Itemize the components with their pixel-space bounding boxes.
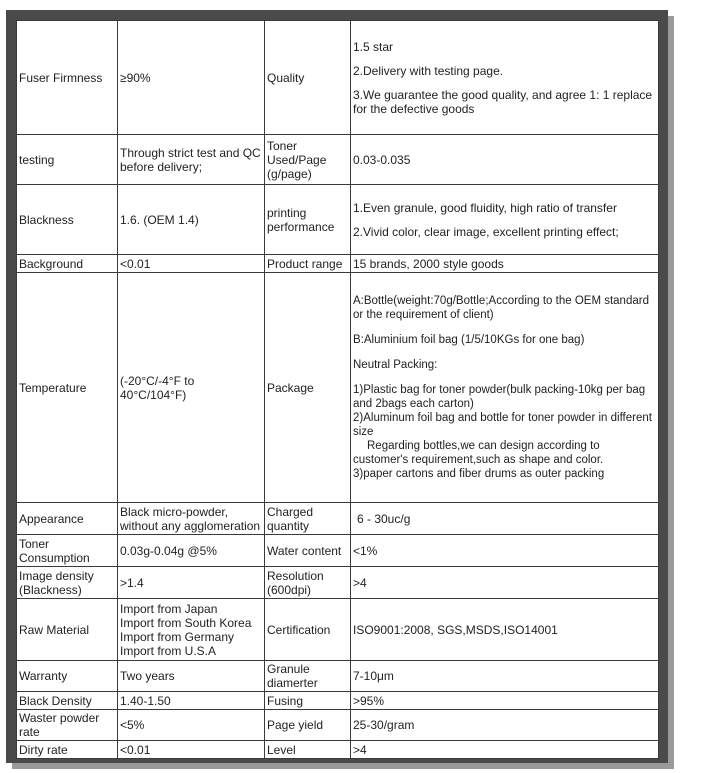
import-line: Import from South Korea [120,615,252,630]
spec-value: <5% [118,710,265,741]
spec-label: Level [265,741,351,759]
spec-value: (-20°C/-4°F to 40°C/104°F) [118,273,265,503]
spec-value: <0.01 [118,255,265,273]
spec-value: 25-30/gram [351,710,659,741]
spec-value: >1.4 [118,567,265,599]
spec-label: Blackness [17,185,118,255]
spec-label: Raw Material [17,599,118,661]
spec-label: Black Density [17,692,118,710]
performance-line: 2.Vivid color, clear image, excellent printing effect; [353,224,619,239]
spec-value: ISO9001:2008, SGS,MSDS,ISO14001 [351,599,659,661]
spec-label: Certification [265,599,351,661]
spec-value: <1% [351,535,659,567]
spec-value: 1.6. (OEM 1.4) [118,185,265,255]
table-row [17,567,659,599]
table-row [17,273,659,503]
spec-value: Two years [118,661,265,692]
table-row [17,741,659,759]
table-row [17,135,659,185]
import-line: Import from Japan [120,601,218,616]
spec-label: Resolution (600dpi) [265,567,351,599]
spec-value: 0.03-0.035 [351,135,659,185]
performance-line: 1.Even granule, good fluidity, high ratio of transfer [353,200,617,215]
spec-label: Granule diamerter [265,661,351,692]
table-row [17,503,659,535]
spec-value-list [351,21,659,135]
spec-label: Warranty [17,661,118,692]
spec-label: Page yield [265,710,351,741]
spec-value-list [351,185,659,255]
spec-value: <0.01 [118,741,265,759]
spec-value: 7-10μm [351,661,659,692]
table-row [17,710,659,741]
spec-label: Toner Consumption [17,535,118,567]
package-details [351,273,659,503]
table-row [17,535,659,567]
package-line: A:Bottle(weight:70g/Bottle;According to the OEM standard or the requirement of client) [353,295,649,321]
spec-label: Charged quantity [265,503,351,535]
package-line: 1)Plastic bag for toner powder(bulk packing-10kg per bag and 2bags each carton) [353,384,646,410]
spec-value: 6 - 30uc/g [351,503,659,535]
import-line: Import from Germany [120,629,235,644]
spec-value: >95% [351,692,659,710]
spec-label: Product range [265,255,351,273]
spec-table [16,20,659,759]
table-row [17,255,659,273]
import-line: Import from U.S.A [120,643,217,658]
table-row [17,692,659,710]
spec-label: Fuser Firmness [17,21,118,135]
quality-line: 1.5 star [353,39,394,54]
spec-value: ≥90% [118,21,265,135]
spec-label: Background [17,255,118,273]
spec-label: Quality [265,21,351,135]
spec-label: Temperature [17,273,118,503]
spec-value: >4 [351,567,659,599]
spec-label: Package [265,273,351,503]
spec-label: testing [17,135,118,185]
package-line: B:Aluminium foil bag (1/5/10KGs for one bag) [353,334,585,346]
package-line: 3)paper cartons and fiber drums as outer packing [353,468,605,480]
spec-value: Through strict test and QC before delivery; [118,135,265,185]
quality-line: 3.We guarantee the good quality, and agree 1: 1 replace for the defective goods [353,87,653,116]
spec-label: Fusing [265,692,351,710]
package-line: Regarding bottles,we can design according to customer's requirement,such as shape and color. [353,440,604,466]
spec-value: 15 brands, 2000 style goods [351,255,659,273]
spec-value: Black micro-powder, without any agglomeration [118,503,265,535]
table-row [17,21,659,135]
table-row [17,185,659,255]
spec-label: Water content [265,535,351,567]
package-line: 2)Aluminum foil bag and bottle for toner powder in different size [353,412,652,438]
spec-label: Appearance [17,503,118,535]
spec-label: Toner Used/Page (g/page) [265,135,351,185]
table-row [17,661,659,692]
spec-label: Waster powder rate [17,710,118,741]
spec-value: 1.40-1.50 [118,692,265,710]
spec-label: Dirty rate [17,741,118,759]
package-line: Neutral Packing: [353,359,438,371]
spec-value-list [118,599,265,661]
spec-label: printing performance [265,185,351,255]
quality-line: 2.Delivery with testing page. [353,63,504,78]
spec-label: Image density (Blackness) [17,567,118,599]
spec-value: >4 [351,741,659,759]
table-row [17,599,659,661]
spec-value: 0.03g-0.04g @5% [118,535,265,567]
